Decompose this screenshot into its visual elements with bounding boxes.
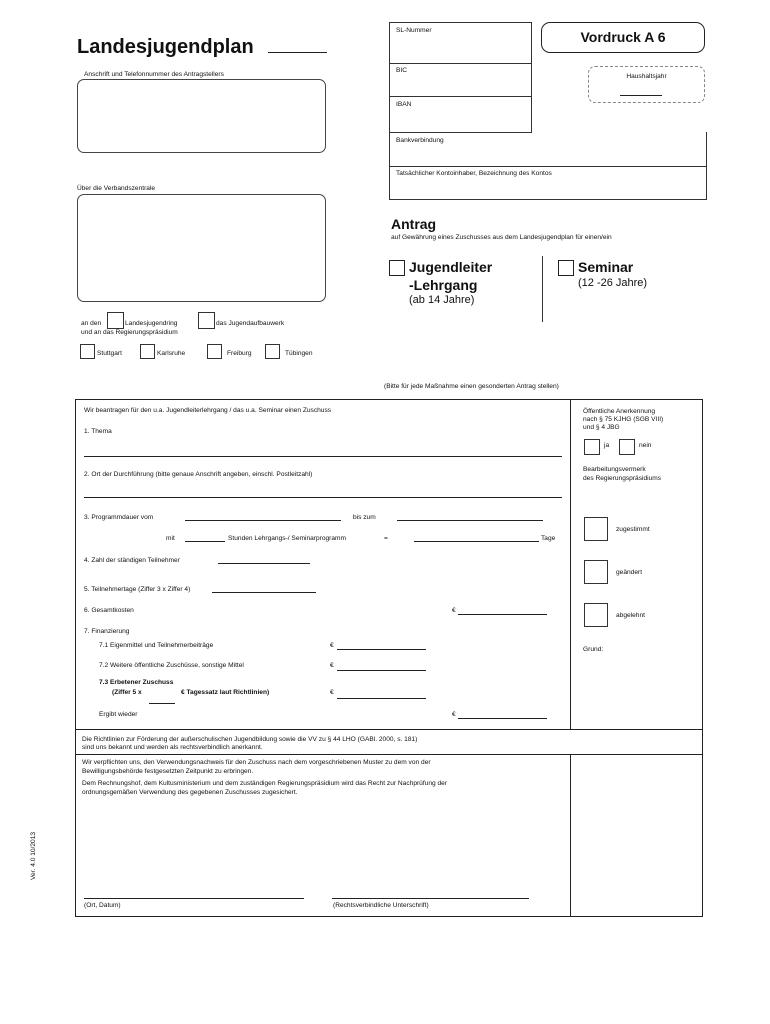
bis-label: bis zum	[353, 514, 376, 521]
verpflichtung-line-1: Wir verpflichten uns, den Verwendungsnachweis für den Zuschuss nach dem vorgeschriebenen Muster zu dem von der	[82, 759, 431, 766]
freiburg-label: Freiburg	[227, 350, 252, 357]
form-title: Landesjugendplan	[77, 36, 254, 58]
iban-label: IBAN	[396, 101, 412, 108]
anerkennung-line-2: nach § 75 KJHG (SGB VIII)	[583, 416, 664, 423]
ergibt-field[interactable]	[458, 718, 547, 719]
jugendleiter-label-2: -Lehrgang	[409, 277, 478, 293]
thema-field[interactable]	[84, 456, 562, 457]
dauer-label: 3. Programmdauer vom	[84, 514, 154, 521]
finanzierung-label: 7. Finanzierung	[84, 628, 130, 635]
anerkennung-nein-checkbox[interactable]	[619, 439, 635, 455]
ziffer5-label: (Ziffer 5 x	[112, 689, 142, 696]
zugestimmt-checkbox[interactable]	[584, 517, 608, 541]
gesamtkosten-euro: €	[452, 607, 456, 614]
antrag-divider	[542, 256, 543, 322]
mit-label: mit	[166, 535, 175, 542]
erbetener-euro: €	[330, 689, 334, 696]
teilnehmer-label: 4. Zahl der ständigen Teilnehmer	[84, 557, 180, 564]
karlsruhe-label: Karlsruhe	[157, 350, 186, 357]
anerkennung-ja-checkbox[interactable]	[584, 439, 600, 455]
eigenmittel-label: 7.1 Eigenmittel und Teilnehmerbeiträge	[99, 642, 214, 649]
bic-label: BIC	[396, 67, 407, 74]
unterschrift-label: (Rechtsverbindliche Unterschrift)	[333, 902, 429, 909]
tage-label: Tage	[541, 535, 556, 542]
abgelehnt-checkbox[interactable]	[584, 603, 608, 627]
stuttgart-label: Stuttgart	[97, 350, 122, 357]
ergibt-label: Ergibt wieder	[99, 711, 138, 718]
geaendert-label: geändert	[616, 569, 643, 576]
tuebingen-label: Tübingen	[285, 350, 313, 357]
verband-label: Über die Verbandszentrale	[77, 185, 156, 192]
jugendaufbauwerk-checkbox[interactable]	[198, 312, 215, 329]
karlsruhe-checkbox[interactable]	[140, 344, 155, 359]
richtlinien-line-1: Die Richtlinien zur Förderung der außerschulischen Jugendbildung sowie die VV zu § 44 LHO (GABl. 2000, s. 181)	[82, 736, 418, 743]
teilnehmertage-label: 5. Teilnehmertage (Ziffer 3 x Ziffer 4)	[84, 586, 191, 593]
tuebingen-checkbox[interactable]	[265, 344, 280, 359]
weitere-zuschuesse-label: 7.2 Weitere öffentliche Zuschüsse, sonstige Mittel	[99, 662, 244, 669]
vermerk-line-1: Bearbeitungsvermerk	[583, 466, 646, 473]
ja-label: ja	[604, 442, 610, 449]
geaendert-checkbox[interactable]	[584, 560, 608, 584]
haushaltsjahr-box	[588, 66, 705, 103]
ort-label: 2. Ort der Durchführung (bitte genaue Anschrift angeben, einschl. Postleitzahl)	[84, 471, 313, 478]
side-footer-divider	[570, 754, 571, 916]
seminar-checkbox[interactable]	[558, 260, 574, 276]
richtlinien-divider	[75, 754, 702, 755]
jugendaufbauwerk-label: das Jugendaufbauwerk	[216, 320, 285, 327]
gesamtkosten-field[interactable]	[458, 614, 547, 615]
eigenmittel-euro: €	[330, 642, 334, 649]
jugendleiter-age: (ab 14 Jahre)	[409, 294, 475, 306]
abgelehnt-label: abgelehnt	[616, 612, 645, 619]
gesamtkosten-label: 6. Gesamtkosten	[84, 607, 134, 614]
pruefung-line-1: Dem Rechnungshof, dem Kultusministerium und dem zuständigen Regierungspräsidium wird das Recht zur Nachprüfung der	[82, 780, 448, 787]
ergibt-euro: €	[452, 711, 456, 718]
separate-application-note: (Bitte für jede Maßnahme einen gesonderten Antrag stellen)	[384, 383, 559, 390]
erbetener-zuschuss-label: 7.3 Erbetener Zuschuss	[99, 679, 174, 686]
anerkennung-line-1: Öffentliche Anerkennung	[583, 408, 656, 415]
vermerk-line-2: des Regierungspräsidiums	[583, 475, 662, 482]
antrag-title: Antrag	[391, 216, 437, 232]
ort-datum-field[interactable]	[84, 898, 304, 899]
landesjugendring-label: Landesjugendring	[125, 320, 178, 327]
sl-nummer-label: SL-Nummer	[396, 27, 432, 34]
kontoinhaber-label: Tatsächlicher Kontoinhaber, Bezeichnung des Kontos	[396, 170, 552, 177]
anerkennung-line-3: und § 4 JBG	[583, 424, 620, 431]
address-field[interactable]	[77, 79, 326, 153]
grund-label: Grund:	[583, 646, 604, 653]
teilnehmertage-field[interactable]	[212, 592, 316, 593]
richtlinien-line-2: sind uns bekannt und werden als rechtsverbindlich anerkannt.	[82, 744, 263, 751]
an-den-label: an den	[81, 320, 102, 327]
tage-field[interactable]	[414, 541, 539, 542]
form-id: Vordruck A 6	[580, 29, 666, 45]
title-underline[interactable]	[268, 52, 327, 53]
jugendleiter-checkbox[interactable]	[389, 260, 405, 276]
verband-field[interactable]	[77, 194, 326, 302]
main-footer-divider	[75, 729, 702, 730]
address-label: Anschrift und Telefonnummer des Antragstellers	[84, 71, 224, 78]
intro-text: Wir beantragen für den u.a. Jugendleiterlehrgang / das u.a. Seminar einen Zuschuss	[84, 407, 332, 414]
stunden-label: Stunden Lehrgangs-/ Seminarprogramm	[228, 535, 347, 542]
tagessatz-field[interactable]	[149, 703, 175, 704]
zugestimmt-label: zugestimmt	[616, 526, 650, 533]
pruefung-line-2: ordnungsgemäßen Verwendung des gegebenen Zuschusses zugesichert.	[82, 789, 298, 796]
ort-datum-label: (Ort, Datum)	[84, 902, 121, 909]
weitere-zuschuesse-euro: €	[330, 662, 334, 669]
regierungspraesidium-label: und an das Regierungspräsidium	[81, 329, 178, 336]
seminar-label: Seminar	[578, 259, 634, 275]
weitere-zuschuesse-field[interactable]	[337, 670, 426, 671]
ort-field[interactable]	[84, 497, 562, 498]
bank-bic-box[interactable]	[389, 62, 532, 97]
eigenmittel-field[interactable]	[337, 649, 426, 650]
haushaltsjahr-field[interactable]	[620, 95, 662, 96]
version-label: Ver. 4.0 10/2013	[30, 831, 37, 880]
landesjugendring-checkbox[interactable]	[107, 312, 124, 329]
form-id-box	[541, 22, 705, 53]
thema-label: 1. Thema	[84, 428, 112, 435]
freiburg-checkbox[interactable]	[207, 344, 222, 359]
verpflichtung-line-2: Bewilligungsbehörde festgesetzten Zeitpunkt zu erbringen.	[82, 768, 254, 775]
dauer-from-field[interactable]	[185, 520, 341, 521]
tagessatz-label: € Tagessatz laut Richtlinien)	[181, 689, 270, 696]
seminar-age: (12 -26 Jahre)	[578, 277, 648, 289]
erbetener-zuschuss-field[interactable]	[337, 698, 426, 699]
stunden-field[interactable]	[185, 541, 225, 542]
side-column-divider	[570, 399, 571, 729]
dauer-to-field[interactable]	[397, 520, 543, 521]
unterschrift-field[interactable]	[332, 898, 529, 899]
nein-label: nein	[639, 442, 652, 449]
haushaltsjahr-label: Haushaltsjahr	[626, 73, 667, 80]
equals-sign: =	[384, 535, 388, 542]
jugendleiter-label-1: Jugendleiter	[409, 259, 493, 275]
bankverbindung-label: Bankverbindung	[396, 137, 444, 144]
antrag-subtitle: auf Gewährung eines Zuschusses aus dem Landesjugendplan für einen/ein	[391, 234, 612, 241]
stuttgart-checkbox[interactable]	[80, 344, 95, 359]
teilnehmer-field[interactable]	[218, 563, 310, 564]
